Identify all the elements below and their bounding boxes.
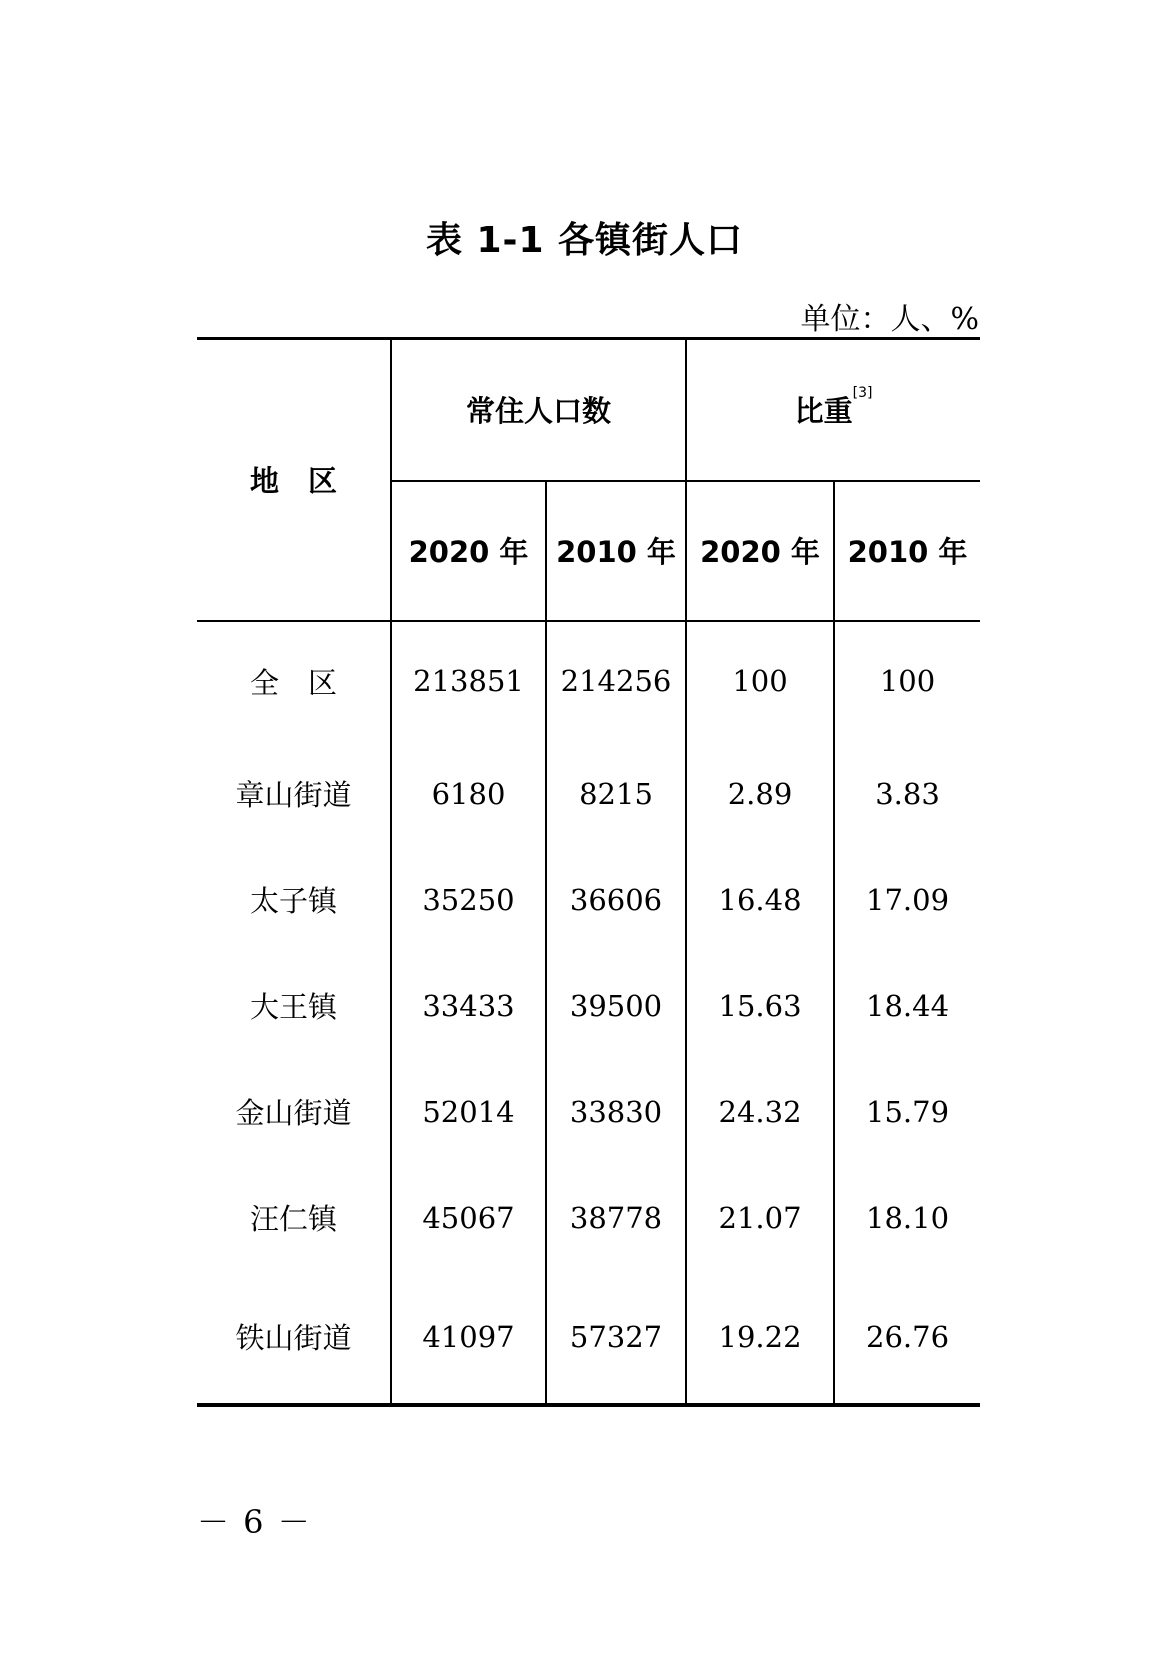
share-2020-cell: 16.48 <box>686 847 834 953</box>
region-cell: 太子镇 <box>249 884 337 918</box>
table-row <box>197 1165 980 1271</box>
table-row <box>197 741 980 847</box>
unit-label: 单位：人、% <box>800 302 979 337</box>
share-2010-cell: 18.44 <box>834 953 980 1059</box>
pop-2020-cell: 52014 <box>391 1059 546 1165</box>
table-row <box>197 953 980 1059</box>
pop-2020-cell: 41097 <box>391 1271 546 1405</box>
pop-2020-cell: 6180 <box>391 741 546 847</box>
share-2020-cell: 100 <box>686 621 834 741</box>
share-2010-cell: 17.09 <box>834 847 980 953</box>
share-2010-cell: 100 <box>834 621 980 741</box>
region-cell: 全 区 <box>249 665 337 700</box>
pop-2010-cell: 36606 <box>546 847 686 953</box>
table-title: 表 1-1 各镇街人口 <box>425 220 744 261</box>
pop-2020-cell: 45067 <box>391 1165 546 1271</box>
pop-2020-cell: 33433 <box>391 953 546 1059</box>
pop-2010-cell: 57327 <box>546 1271 686 1405</box>
year-header: 2010 年 <box>546 481 686 621</box>
table-row <box>197 1271 980 1405</box>
table-row <box>197 847 980 953</box>
population-table <box>197 337 980 1407</box>
population-group-label: 常住人口数 <box>466 394 612 429</box>
share-2010-cell: 3.83 <box>834 741 980 847</box>
pop-2020-cell: 35250 <box>391 847 546 953</box>
region-cell: 铁山街道 <box>197 1271 391 1405</box>
share-2020-cell: 24.32 <box>686 1059 834 1165</box>
population-group-header <box>391 339 686 481</box>
share-2020-cell: 2.89 <box>686 741 834 847</box>
share-group-header <box>686 339 980 481</box>
year-header: 2010 年 <box>834 481 980 621</box>
pop-2020-cell: 213851 <box>391 621 546 741</box>
pop-2010-cell: 38778 <box>546 1165 686 1271</box>
pop-2010-cell: 214256 <box>546 621 686 741</box>
share-2020-cell: 15.63 <box>686 953 834 1059</box>
year-header: 2020 年 <box>686 481 834 621</box>
share-2010-cell: 26.76 <box>834 1271 980 1405</box>
region-cell: 大王镇 <box>249 990 337 1024</box>
share-2020-cell: 21.07 <box>686 1165 834 1271</box>
share-2010-cell: 15.79 <box>834 1059 980 1165</box>
share-2010-cell: 18.10 <box>834 1165 980 1271</box>
table-row <box>197 1059 980 1165</box>
share-2020-cell: 19.22 <box>686 1271 834 1405</box>
year-header: 2020 年 <box>391 481 546 621</box>
region-header: 地 区 <box>197 339 391 621</box>
pop-2010-cell: 39500 <box>546 953 686 1059</box>
share-group-label: 比重 <box>794 394 853 429</box>
pop-2010-cell: 8215 <box>546 741 686 847</box>
region-cell: 汪仁镇 <box>249 1202 337 1236</box>
table-row <box>197 621 980 741</box>
region-cell: 金山街道 <box>235 1096 352 1130</box>
page-number: － 6 － <box>197 1503 312 1541</box>
region-cell: 章山街道 <box>235 778 352 812</box>
footnote-marker: [3] <box>852 385 873 402</box>
pop-2010-cell: 33830 <box>546 1059 686 1165</box>
